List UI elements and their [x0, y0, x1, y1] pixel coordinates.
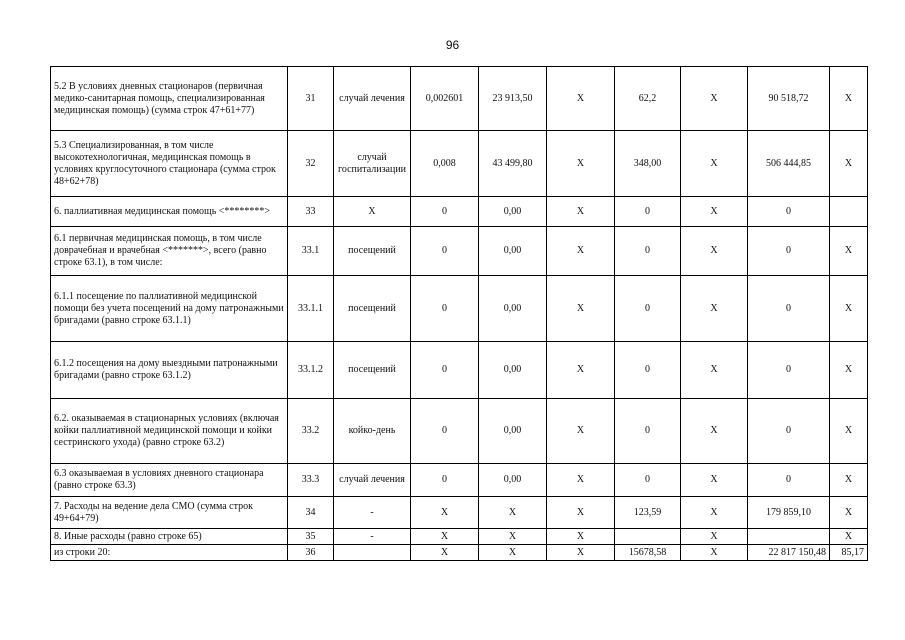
row-code: 35: [288, 529, 334, 545]
table-row: [51, 529, 868, 545]
row-name: 7. Расходы на ведение дела СМО (сумма строк 49+64+79): [51, 497, 288, 529]
cell: 0: [748, 276, 830, 342]
cell: 0,00: [479, 197, 547, 227]
row-unit: [334, 545, 411, 561]
data-table: [50, 66, 868, 561]
row-code: 32: [288, 131, 334, 197]
row-name: 6.1.2 посещения на дому выездными патронажными бригадами (равно строке 63.1.2): [51, 342, 288, 399]
cell: X: [681, 464, 748, 497]
cell: X: [479, 545, 547, 561]
table-row: [51, 67, 868, 131]
cell: X: [830, 342, 868, 399]
cell: X: [547, 227, 615, 276]
cell: 0,00: [479, 227, 547, 276]
cell: X: [547, 67, 615, 131]
table-row: [51, 197, 868, 227]
cell: X: [547, 131, 615, 197]
cell: 0,00: [479, 464, 547, 497]
cell: X: [411, 545, 479, 561]
cell: X: [681, 197, 748, 227]
row-code: 33.1: [288, 227, 334, 276]
cell: 0: [748, 342, 830, 399]
row-unit: -: [334, 529, 411, 545]
cell: X: [547, 342, 615, 399]
row-name: 6.1.1 посещение по паллиативной медицинской помощи без учета посещений на дому патронажными бригадами (равно строке 63.1.1): [51, 276, 288, 342]
cell: 90 518,72: [748, 67, 830, 131]
cell: 0: [411, 464, 479, 497]
cell: 179 859,10: [748, 497, 830, 529]
row-unit: случай госпитализации: [334, 131, 411, 197]
cell: 43 499,80: [479, 131, 547, 197]
cell: X: [411, 529, 479, 545]
cell: 0: [411, 227, 479, 276]
table-row: [51, 545, 868, 561]
page-number: 96: [445, 38, 460, 52]
row-name: 6.3 оказываемая в условиях дневного стационара (равно строке 63.3): [51, 464, 288, 497]
table-row: [51, 227, 868, 276]
row-unit: посещений: [334, 342, 411, 399]
row-unit: X: [334, 197, 411, 227]
cell: 0: [411, 399, 479, 464]
cell: 0: [615, 399, 681, 464]
row-code: 31: [288, 67, 334, 131]
cell: X: [830, 131, 868, 197]
cell: 0,00: [479, 399, 547, 464]
cell: 0: [615, 227, 681, 276]
cell: X: [547, 497, 615, 529]
row-unit: случай лечения: [334, 67, 411, 131]
cell: X: [830, 227, 868, 276]
row-unit: -: [334, 497, 411, 529]
row-code: 33.1.1: [288, 276, 334, 342]
row-code: 33: [288, 197, 334, 227]
cell: [748, 529, 830, 545]
cell: [615, 529, 681, 545]
cell: X: [830, 399, 868, 464]
cell: X: [681, 227, 748, 276]
cell: X: [681, 67, 748, 131]
cell: 348,00: [615, 131, 681, 197]
cell: [830, 197, 868, 227]
cell: 15678,58: [615, 545, 681, 561]
table-row: [51, 399, 868, 464]
cell: X: [830, 464, 868, 497]
row-name: 6. паллиативная медицинская помощь <********>: [51, 197, 288, 227]
row-name: 6.1 первичная медицинская помощь, в том числе доврачебная и врачебная <*******>, всего (равно строке 63.1), в том числе:: [51, 227, 288, 276]
row-unit: случай лечения: [334, 464, 411, 497]
row-code: 36: [288, 545, 334, 561]
cell: 0: [411, 197, 479, 227]
row-code: 33.2: [288, 399, 334, 464]
cell: 23 913,50: [479, 67, 547, 131]
cell: X: [830, 529, 868, 545]
cell: X: [681, 399, 748, 464]
cell: 0: [748, 197, 830, 227]
cell: X: [547, 464, 615, 497]
row-unit: посещений: [334, 227, 411, 276]
cell: X: [547, 529, 615, 545]
table-row: [51, 464, 868, 497]
cell: 0: [615, 342, 681, 399]
cell: 22 817 150,48: [748, 545, 830, 561]
cell: X: [830, 276, 868, 342]
cell: X: [681, 497, 748, 529]
cell: 0: [615, 197, 681, 227]
cell: 0,00: [479, 342, 547, 399]
cell: 0,008: [411, 131, 479, 197]
cell: X: [681, 529, 748, 545]
table-row: [51, 497, 868, 529]
cell: 85,17: [830, 545, 868, 561]
row-name: из строки 20:: [51, 545, 288, 561]
cell: X: [479, 529, 547, 545]
row-name: 5.2 В условиях дневных стационаров (первичная медико-санитарная помощь, специализированная медицинская помощь) (сумма строк 47+61+77): [51, 67, 288, 131]
cell: X: [547, 197, 615, 227]
cell: X: [681, 131, 748, 197]
cell: 0,002601: [411, 67, 479, 131]
table-row: [51, 131, 868, 197]
cell: X: [681, 545, 748, 561]
cell: 506 444,85: [748, 131, 830, 197]
row-code: 34: [288, 497, 334, 529]
cell: 62,2: [615, 67, 681, 131]
table-row: [51, 276, 868, 342]
cell: 0: [411, 276, 479, 342]
row-code: 33.1.2: [288, 342, 334, 399]
cell: X: [547, 545, 615, 561]
cell: X: [411, 497, 479, 529]
cell: 0,00: [479, 276, 547, 342]
row-name: 8. Иные расходы (равно строке 65): [51, 529, 288, 545]
cell: X: [681, 276, 748, 342]
cell: 123,59: [615, 497, 681, 529]
row-name: 5.3 Специализированная, в том числе высокотехнологичная, медицинская помощь в условиях круглосуточного стационара (сумма строк 48+62+78): [51, 131, 288, 197]
row-name: 6.2. оказываемая в стационарных условиях (включая койки паллиативной медицинской помощи и койки сестринского ухода) (равно строке 63.2): [51, 399, 288, 464]
cell: 0: [411, 342, 479, 399]
table-row: [51, 342, 868, 399]
row-unit: койко-день: [334, 399, 411, 464]
row-code: 33.3: [288, 464, 334, 497]
cell: X: [479, 497, 547, 529]
cell: X: [547, 276, 615, 342]
cell: 0: [748, 399, 830, 464]
row-unit: посещений: [334, 276, 411, 342]
cell: X: [547, 399, 615, 464]
cell: X: [830, 67, 868, 131]
cell: 0: [615, 276, 681, 342]
cell: 0: [748, 227, 830, 276]
cell: X: [830, 497, 868, 529]
cell: 0: [615, 464, 681, 497]
cell: X: [681, 342, 748, 399]
cell: 0: [748, 464, 830, 497]
